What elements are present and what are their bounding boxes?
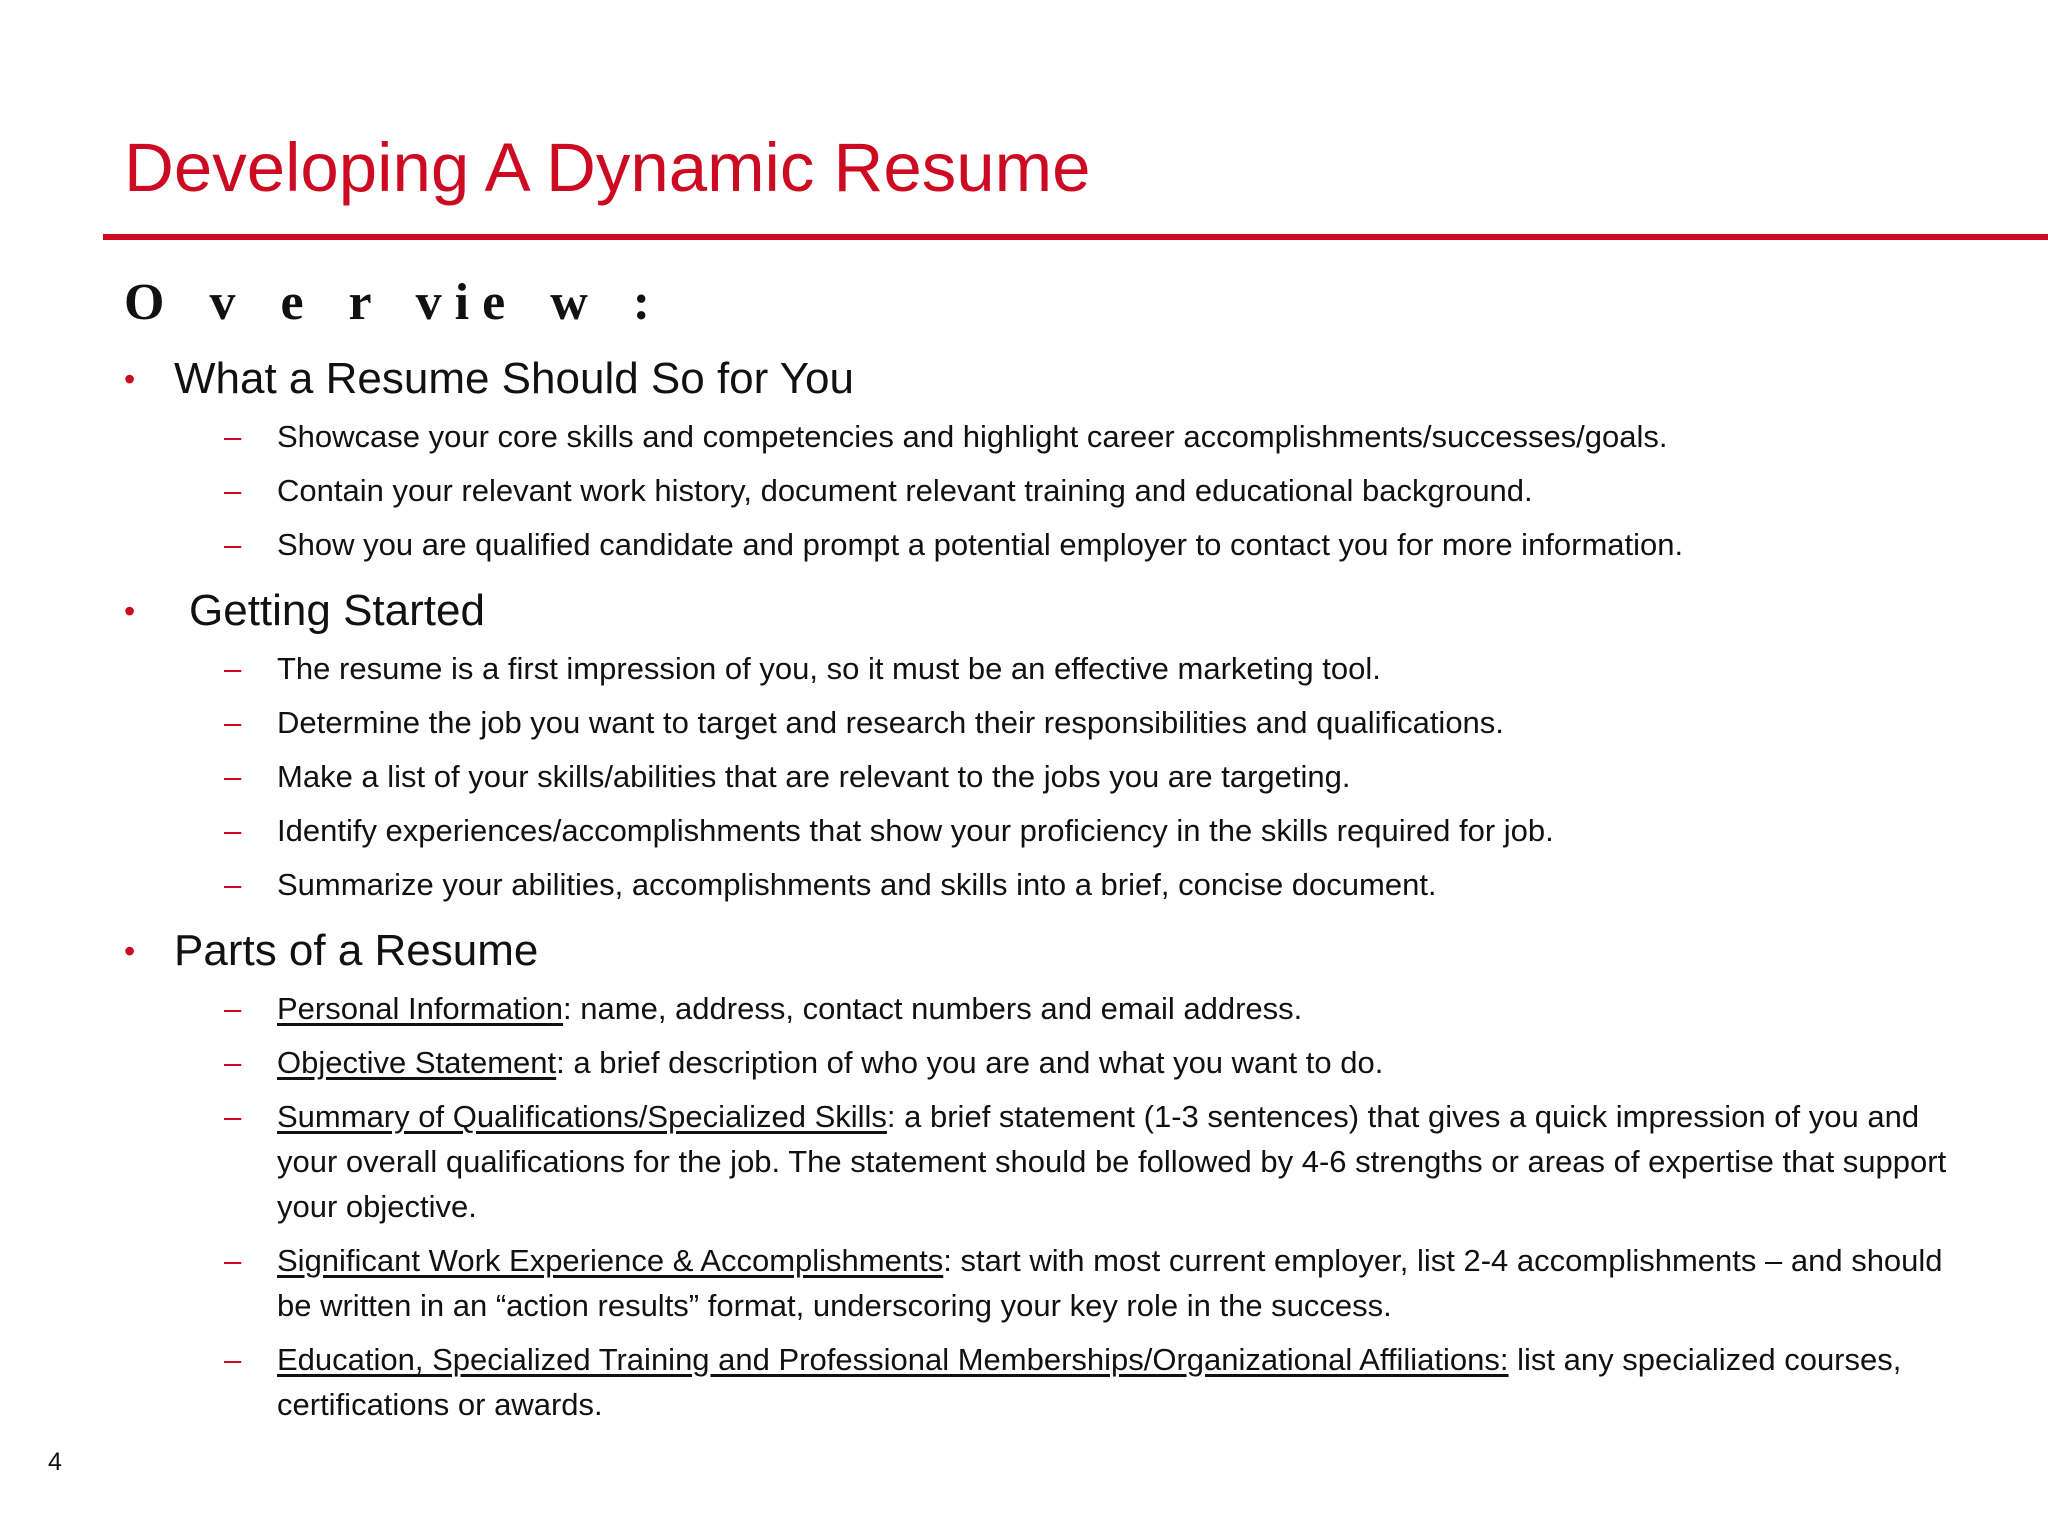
dash-icon: – [224,867,242,902]
dash-icon: – [224,527,242,562]
list-item [124,518,1984,572]
dash-icon: – [224,705,242,740]
list-item-text: Identify experiences/accomplishments that show your proficiency in the skills required for job. [277,813,1554,848]
sub-list [124,410,1984,572]
list-item [124,804,1984,858]
resume-part-term: Education, Specialized Training and Professional Memberships/Organizational Affiliations: [277,1342,1509,1377]
term-separator: : [886,1099,896,1134]
sub-list [124,642,1984,912]
list-item-text: Contain your relevant work history, document relevant training and educational background. [277,473,1533,508]
section-heading-label: Parts of a Resume [174,926,539,975]
dash-icon: – [224,1099,242,1134]
title-divider [103,234,2048,240]
slide-title: Developing A Dynamic Resume [124,129,1091,206]
dash-icon: – [224,813,242,848]
dash-icon: – [224,419,242,454]
list-item [124,858,1984,912]
resume-part-term: Summary of Qualifications/Specialized Skills [277,1099,887,1134]
list-item [124,1090,1984,1234]
list-item-text: Show you are qualified candidate and prompt a potential employer to contact you for more information. [277,527,1684,562]
dash-icon: – [224,651,242,686]
term-separator: : [563,991,572,1026]
section-parts-of-resume [124,920,1984,1432]
section-heading [124,580,1984,642]
list-item [124,982,1984,1036]
bullet-icon: • [124,933,136,969]
section-resume-purpose [124,348,1984,572]
list-item [124,1036,1984,1090]
dash-icon: – [224,473,242,508]
bullet-icon: • [124,593,136,629]
section-heading-label: What a Resume Should So for You [174,354,854,403]
overview-heading: O v e r vie w : [124,274,664,331]
list-item [124,410,1984,464]
resume-part-term: Significant Work Experience & Accomplishments [277,1243,944,1278]
list-item-text: start with most current employer, list 2-4 accomplishments – and should be written in an “action results” format, underscoring your key role in the success. [277,1243,1943,1323]
page-number: 4 [48,1448,62,1476]
dash-icon: – [224,1045,242,1080]
term-separator: : [556,1045,565,1080]
list-item [124,464,1984,518]
dash-icon: – [224,991,242,1026]
bullet-icon: • [124,361,136,397]
list-item-text: list any specialized courses, certifications or awards. [277,1342,1902,1422]
section-heading [124,348,1984,410]
list-item-text: Summarize your abilities, accomplishments and skills into a brief, concise document. [277,867,1437,902]
sub-list [124,982,1984,1432]
list-item [124,1333,1984,1432]
list-item [124,1234,1984,1333]
list-item-text: a brief description of who you are and what you want to do. [564,1045,1384,1080]
list-item-text: a brief statement (1-3 sentences) that gives a quick impression of you and your overall qualifications for the job. The statement should be followed by 4-6 strengths or areas of expertise that support your objective. [277,1099,1947,1224]
list-item-text: Determine the job you want to target and research their responsibilities and qualifications. [277,705,1504,740]
list-item-text: The resume is a first impression of you, so it must be an effective marketing tool. [277,651,1381,686]
section-heading-label: Getting Started [189,586,485,635]
list-item [124,696,1984,750]
resume-part-term: Objective Statement [277,1045,557,1080]
list-item-text: Showcase your core skills and competencies and highlight career accomplishments/successes/goals. [277,419,1668,454]
list-item [124,750,1984,804]
dash-icon: – [224,1342,242,1377]
section-getting-started [124,580,1984,912]
resume-part-term: Personal Information [277,991,564,1026]
list-item-text: Make a list of your skills/abilities that are relevant to the jobs you are targeting. [277,759,1351,794]
list-item-text: name, address, contact numbers and email address. [571,991,1303,1026]
section-heading [124,920,1984,982]
list-item [124,642,1984,696]
term-separator: : [943,1243,952,1278]
slide-content [124,348,1984,1440]
dash-icon: – [224,759,242,794]
dash-icon: – [224,1243,242,1278]
